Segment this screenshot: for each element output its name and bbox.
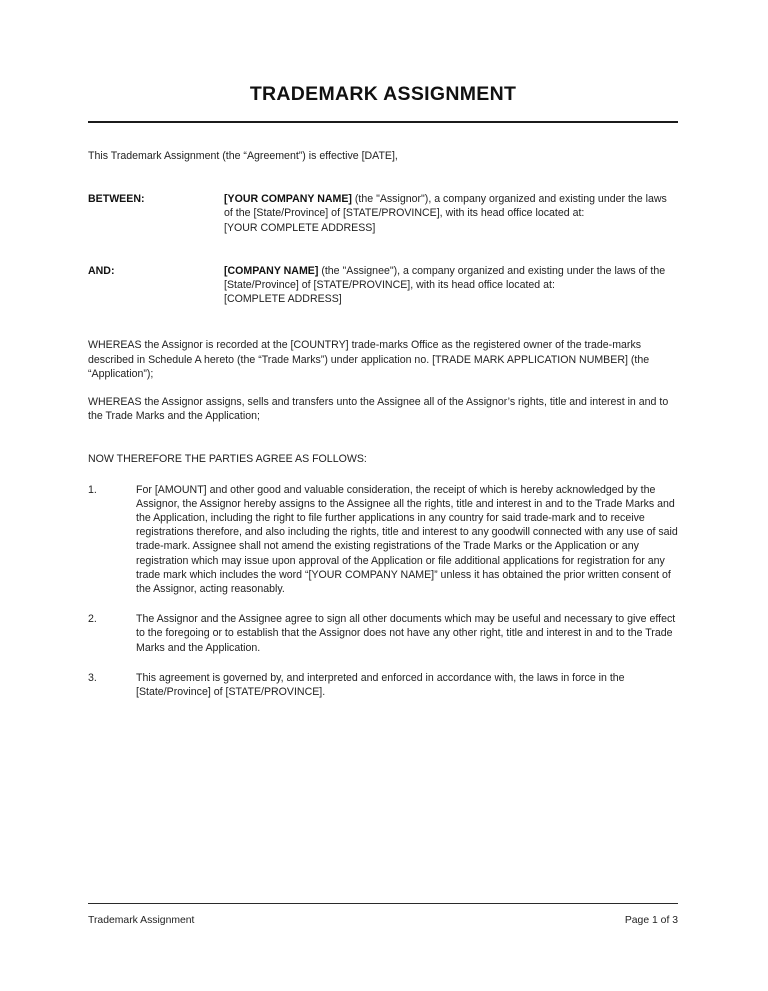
clause-item	[88, 483, 678, 597]
effective-date-paragraph: This Trademark Assignment (the “Agreement”) is effective [DATE],	[88, 150, 398, 162]
operative-lead-in: NOW THEREFORE THE PARTIES AGREE AS FOLLOWS:	[88, 453, 367, 466]
recital-2: WHEREAS the Assignor assigns, sells and transfers unto the Assignee all of the Assignor’s rights, title and interest in and to the Trade Marks and the Application;	[88, 396, 669, 423]
party-label-between: BETWEEN:	[88, 193, 145, 206]
clause-item	[88, 671, 678, 699]
footer-row	[88, 904, 678, 926]
clause-number: 3.	[88, 671, 97, 684]
clause-number: 1.	[88, 483, 97, 496]
recital-1: WHEREAS the Assignor is recorded at the [COUNTRY] trade-marks Office as the registered owner of the trade-marks described in Schedule A hereto (the “Trade Marks”) under application no. [TRADE MARK APPLICATION NUMBER] (the “Application”);	[88, 339, 650, 380]
clause-text: The Assignor and the Assignee agree to sign all other documents which may be useful and necessary to give effect to the foregoing or to establish that the Assignor does not have any other right, title and interest in and to the Trade Marks and the Application.	[136, 613, 676, 654]
party-block-assignee	[88, 264, 678, 307]
party-label-and: AND:	[88, 264, 115, 277]
assignor-company-placeholder: [YOUR COMPANY NAME]	[224, 193, 352, 206]
assignor-address-placeholder: [YOUR COMPLETE ADDRESS]	[224, 221, 376, 234]
assignor-description: (the "Assignor"), a company organized and existing under the laws of the [State/Province] of [STATE/PROVINCE], with its head office located at:	[224, 193, 667, 220]
footer-document-name: Trademark Assignment	[88, 915, 195, 926]
clause-text: This agreement is governed by, and interpreted and enforced in accordance with, the laws in force in the [State/Province] of [STATE/PROVINCE].	[136, 671, 625, 699]
clause-item	[88, 612, 678, 655]
page-title: TRADEMARK ASSIGNMENT	[249, 83, 517, 105]
assignee-company-placeholder: [COMPANY NAME]	[224, 264, 319, 277]
assignee-description: (the "Assignee"), a company organized and existing under the laws of the [State/Province] of [STATE/PROVINCE], with its head office located at:	[224, 264, 666, 292]
assignee-address-placeholder: [COMPLETE ADDRESS]	[224, 293, 342, 306]
clause-number: 2.	[88, 613, 97, 626]
footer-page-number: Page 1 of 3	[624, 915, 678, 926]
document-body	[88, 0, 678, 699]
party-body-assignee	[224, 264, 678, 307]
party-block-assignor	[88, 192, 678, 235]
party-body-assignor	[224, 192, 678, 235]
page-footer	[88, 903, 678, 926]
clause-text: For [AMOUNT] and other good and valuable consideration, the receipt of which is hereby acknowledged by the Assignor, the Assignor hereby assigns to the Assignee all the rights, title and interest in and to the Trade Marks and the Application, including the right to file further applications in any country for said trade-mark and to receive registrations therefore, and also including the rights, title and interest to any goodwill connected with any use of said trade-mark. Assignee shall not amend the existing registrations of the Trade Marks or the Application or any registration which may issue upon approval of the Application or file additional applications for registration for any trade mark which includes the word “[YOUR COMPANY NAME]” unless it has obtained the prior written consent of the Assignor, acting reasonably.	[136, 483, 678, 596]
